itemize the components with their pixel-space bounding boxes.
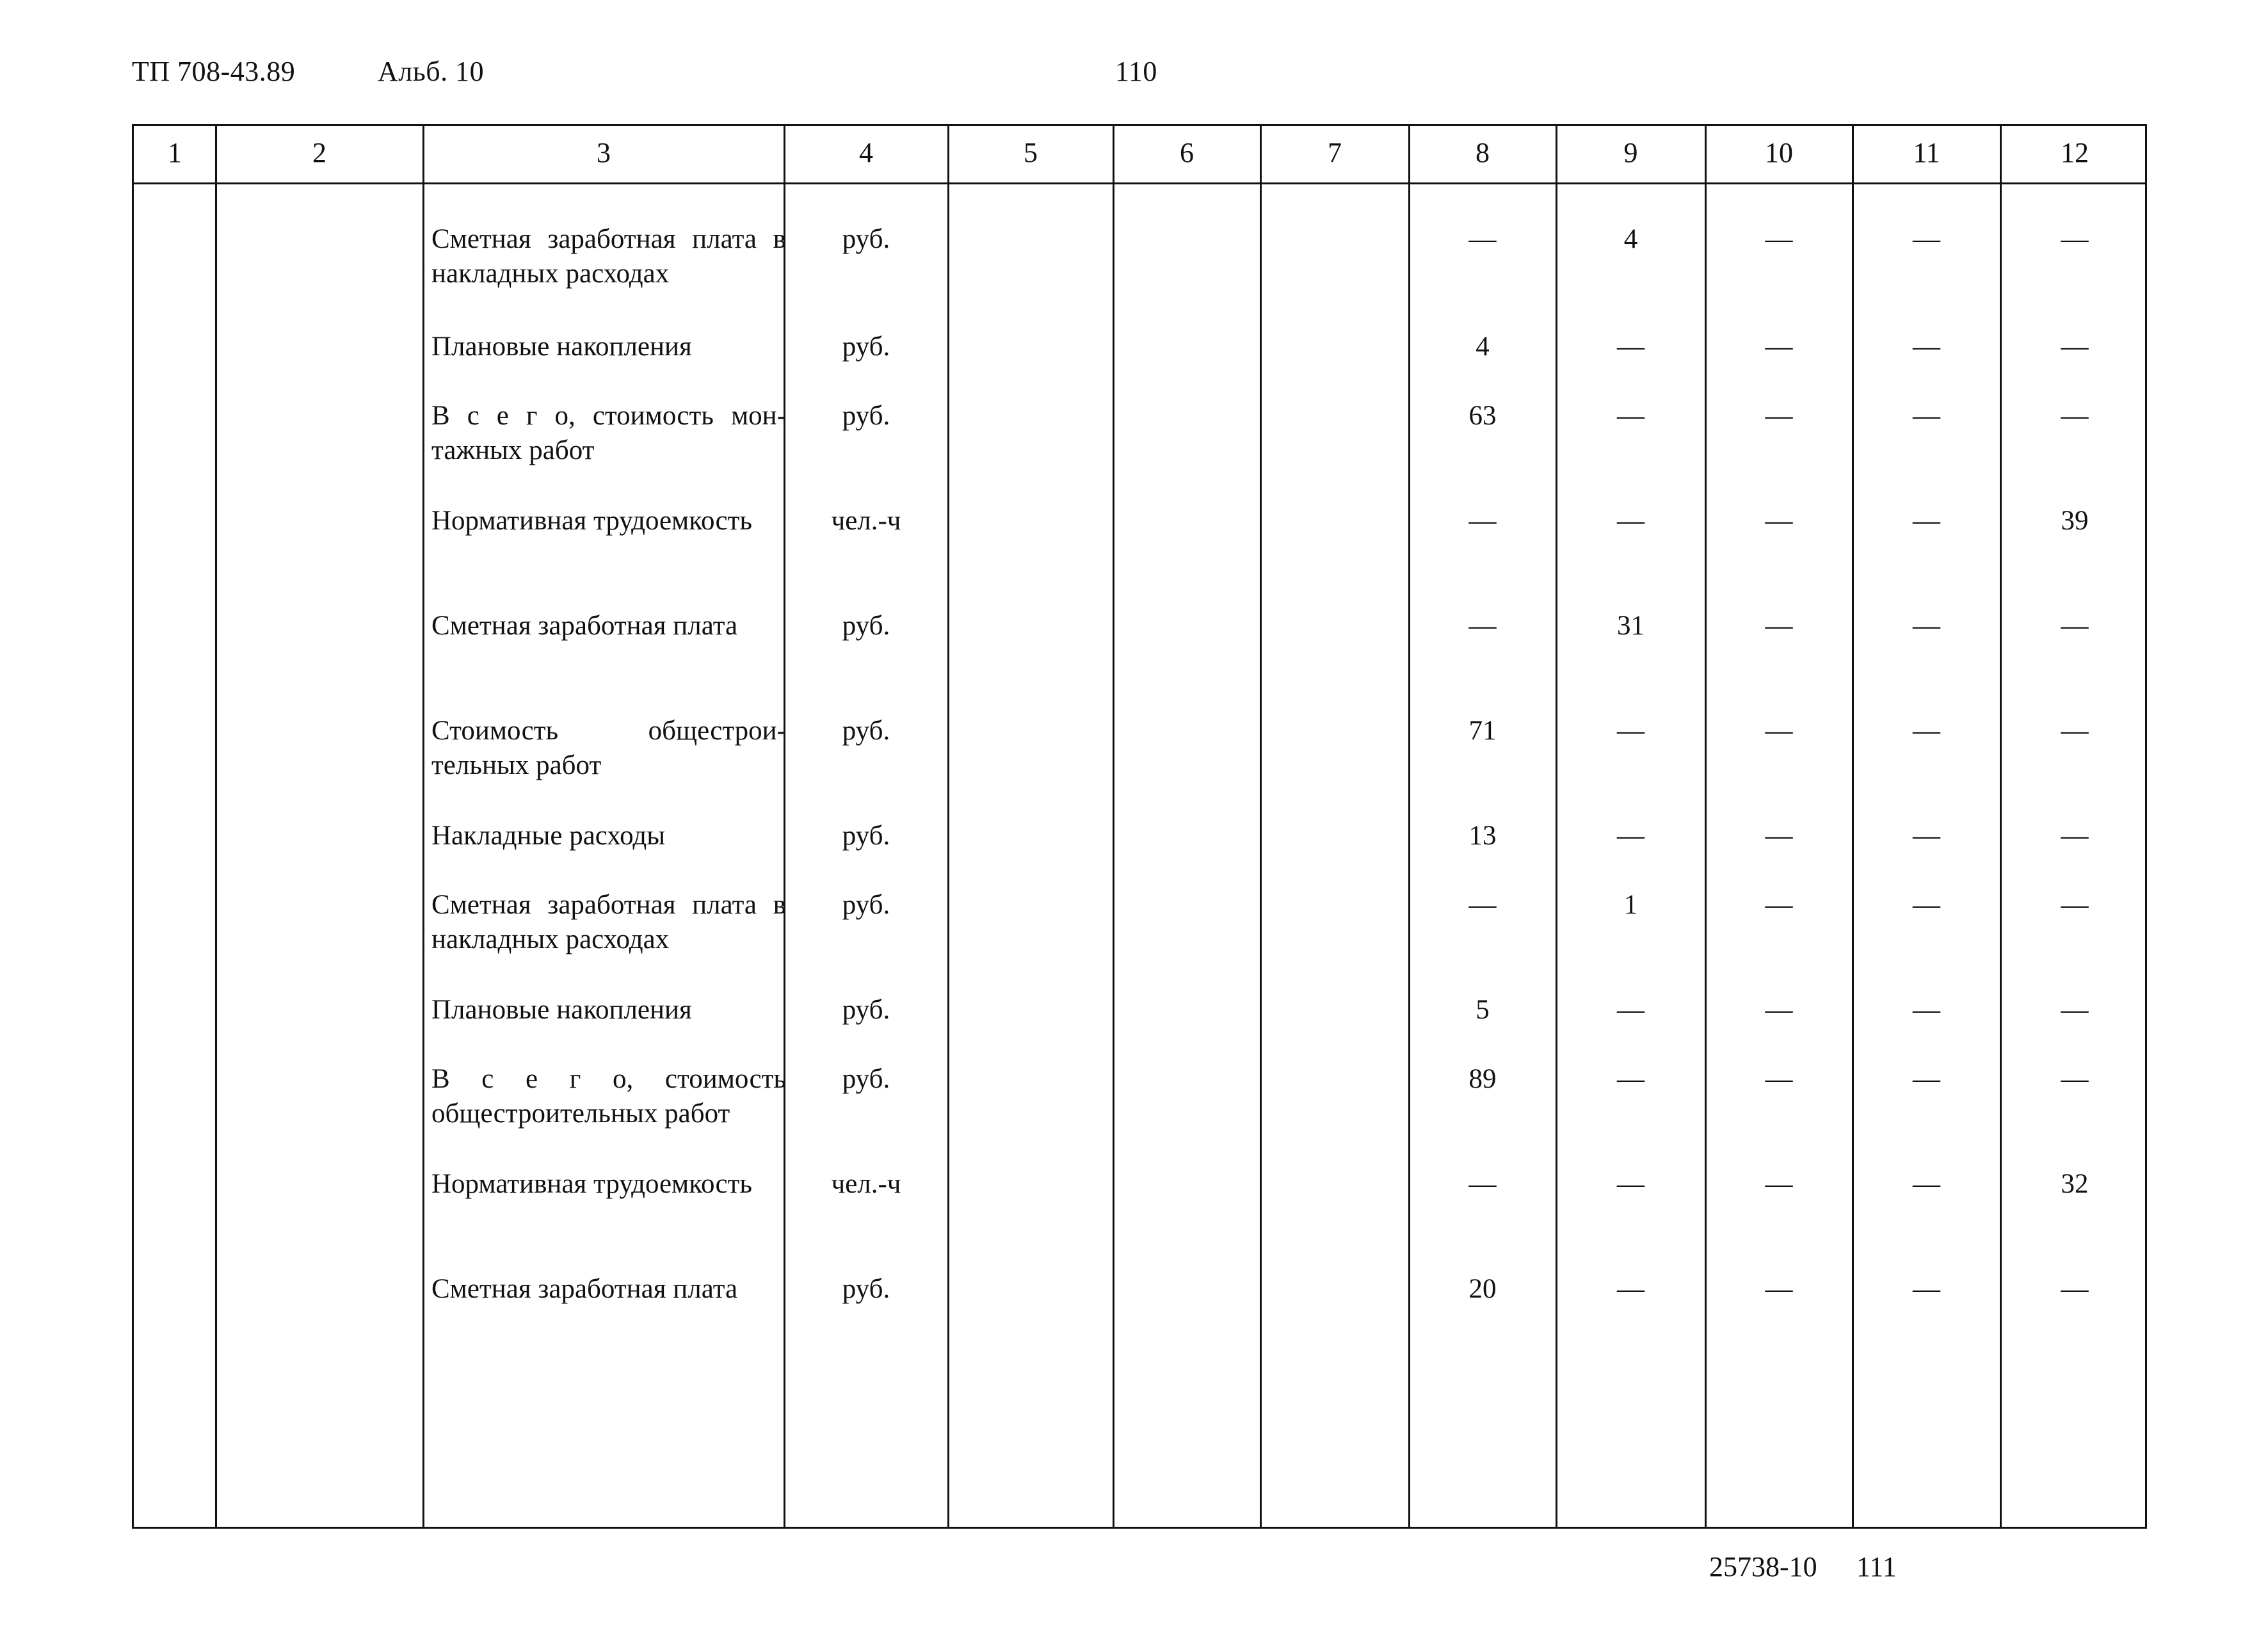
row-description: В с е г о, стоимость монтажных работ	[431, 401, 786, 465]
cell-col-12: —	[2061, 332, 2089, 362]
column-rule	[1260, 126, 1262, 1527]
cell-col-10: —	[1765, 1064, 1793, 1094]
cell-col-9: —	[1617, 716, 1645, 746]
row-unit: руб.	[842, 332, 890, 362]
cell-col-9: —	[1617, 821, 1645, 851]
column-number: 3	[597, 137, 611, 168]
cell-col-10: —	[1765, 1274, 1793, 1304]
column-number: 8	[1476, 137, 1490, 168]
column-number: 4	[859, 137, 873, 168]
row-unit: руб.	[842, 1274, 890, 1304]
cell-col-12: 32	[2061, 1169, 2089, 1199]
cell-col-11: —	[1913, 332, 1940, 362]
cell-col-10: —	[1765, 821, 1793, 851]
footer-code: 25738-10	[1709, 1551, 1817, 1582]
cell-col-11: —	[1913, 506, 1940, 536]
column-number: 9	[1623, 137, 1638, 168]
cell-col-11: —	[1913, 1064, 1940, 1094]
cell-col-12: —	[2061, 224, 2089, 254]
cell-col-8: —	[1468, 611, 1497, 641]
column-number: 11	[1913, 137, 1940, 168]
column-number: 10	[1765, 137, 1793, 168]
page-number: 110	[1115, 56, 1157, 87]
cell-col-12: —	[2061, 995, 2089, 1025]
cell-col-12: —	[2061, 611, 2089, 641]
cell-col-9: —	[1617, 506, 1645, 536]
column-number: 6	[1180, 137, 1194, 168]
cell-col-9: 31	[1617, 611, 1645, 641]
column-number: 7	[1328, 137, 1342, 168]
row-description: Нормативная трудоемкость	[431, 506, 753, 536]
cell-col-8: —	[1468, 506, 1497, 536]
column-number: 1	[168, 137, 182, 168]
cell-col-11: —	[1913, 611, 1940, 641]
row-description: Стоимость общестроительных работ	[431, 716, 786, 780]
cell-col-11: —	[1913, 890, 1940, 920]
cell-col-10: —	[1765, 611, 1793, 641]
estimate-table	[132, 124, 2147, 1529]
cell-col-8: 5	[1476, 995, 1490, 1025]
row-unit: руб.	[842, 224, 890, 254]
cell-col-8: 89	[1468, 1064, 1497, 1094]
cell-col-10: —	[1765, 401, 1793, 431]
cell-col-9: 4	[1623, 224, 1638, 254]
column-rule	[422, 126, 424, 1527]
column-number: 5	[1024, 137, 1038, 168]
cell-col-12: —	[2061, 821, 2089, 851]
cell-col-10: —	[1765, 890, 1793, 920]
cell-col-10: —	[1765, 224, 1793, 254]
cell-col-11: —	[1913, 401, 1940, 431]
footer-page-number: 111	[1856, 1551, 1897, 1582]
row-description: В с е г о, стоимость общестроительных работ	[431, 1064, 786, 1129]
row-unit: руб.	[842, 995, 890, 1025]
cell-col-11: —	[1913, 1274, 1940, 1304]
cell-col-12: —	[2061, 716, 2089, 746]
column-number: 2	[312, 137, 326, 168]
row-unit: руб.	[842, 890, 890, 920]
album-number: Альб. 10	[378, 56, 485, 87]
row-description: Сметная заработная плата	[431, 611, 738, 641]
cell-col-8: 20	[1468, 1274, 1497, 1304]
cell-col-12: 39	[2061, 506, 2089, 536]
cell-col-8: 63	[1468, 401, 1497, 431]
cell-col-9: 1	[1623, 890, 1638, 920]
cell-col-8: 13	[1468, 821, 1497, 851]
row-unit: руб.	[842, 401, 890, 431]
row-description: Плановые накопления	[431, 332, 692, 362]
row-unit: руб.	[842, 1064, 890, 1094]
row-description: Накладные расходы	[431, 821, 666, 851]
cell-col-11: —	[1913, 821, 1940, 851]
cell-col-10: —	[1765, 716, 1793, 746]
cell-col-11: —	[1913, 716, 1940, 746]
cell-col-9: —	[1617, 1274, 1645, 1304]
cell-col-8: 71	[1468, 716, 1497, 746]
cell-col-9: —	[1617, 401, 1645, 431]
cell-col-8: —	[1468, 890, 1497, 920]
cell-col-11: —	[1913, 224, 1940, 254]
cell-col-11: —	[1913, 1169, 1940, 1199]
row-unit: чел.-ч	[831, 1169, 901, 1199]
cell-col-12: —	[2061, 401, 2089, 431]
row-unit: руб.	[842, 821, 890, 851]
cell-col-10: —	[1765, 332, 1793, 362]
cell-col-12: —	[2061, 1274, 2089, 1304]
cell-col-8: —	[1468, 1169, 1497, 1199]
row-description: Сметная заработная плата	[431, 1274, 738, 1304]
row-description: Сметная заработная плата в накладных расходах	[431, 224, 786, 289]
cell-col-9: —	[1617, 1169, 1645, 1199]
document-code: ТП 708-43.89	[132, 56, 296, 87]
cell-col-10: —	[1765, 1169, 1793, 1199]
cell-col-12: —	[2061, 1064, 2089, 1094]
row-unit: чел.-ч	[831, 506, 901, 536]
column-number: 12	[2061, 137, 2089, 168]
row-unit: руб.	[842, 716, 890, 746]
cell-col-11: —	[1913, 995, 1940, 1025]
cell-col-10: —	[1765, 506, 1793, 536]
row-description: Плановые накопления	[431, 995, 692, 1025]
row-description: Нормативная трудоемкость	[431, 1169, 753, 1199]
cell-col-9: —	[1617, 1064, 1645, 1094]
column-rule	[1113, 126, 1114, 1527]
cell-col-9: —	[1617, 332, 1645, 362]
cell-col-8: 4	[1476, 332, 1490, 362]
row-unit: руб.	[842, 611, 890, 641]
header-divider	[134, 182, 2145, 184]
cell-col-12: —	[2061, 890, 2089, 920]
column-rule	[215, 126, 217, 1527]
cell-col-10: —	[1765, 995, 1793, 1025]
cell-col-9: —	[1617, 995, 1645, 1025]
row-description: Сметная заработная плата в накладных расходах	[431, 890, 786, 954]
cell-col-8: —	[1468, 224, 1497, 254]
